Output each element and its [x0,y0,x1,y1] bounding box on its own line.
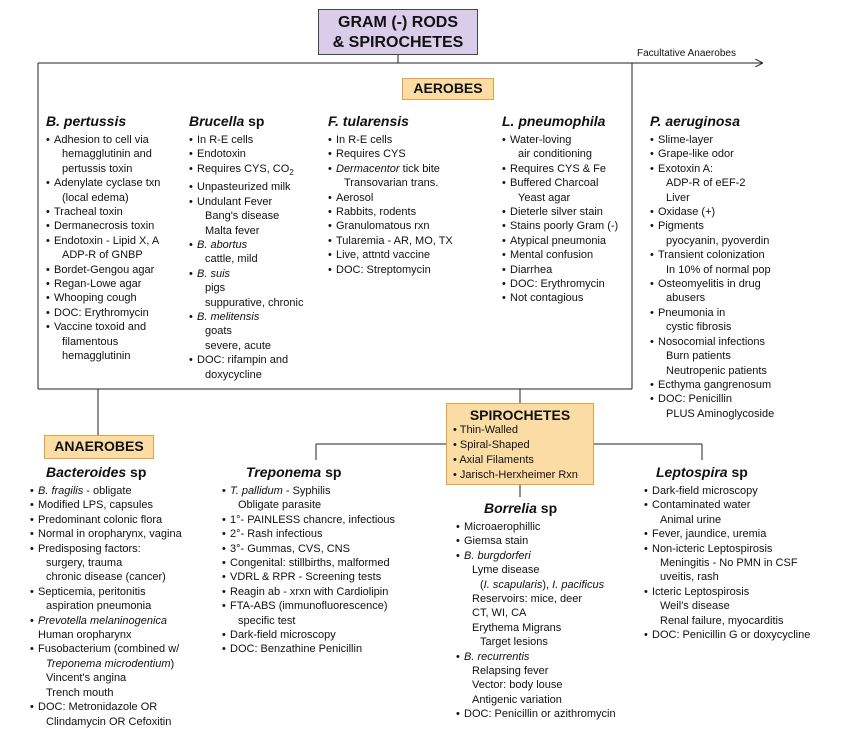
column-bacteroides [30,464,182,729]
list-item: • DOC: Streptomycin [328,263,453,277]
list-item: • Atypical pneumonia [502,234,618,248]
list-item: • Dermacentor tick bite Transovarian trans. [328,162,453,191]
spirochetes-heading: SPIROCHETES [469,407,571,423]
list-item: • Endotoxin [189,147,303,161]
column-p-aeruginosa [650,113,774,421]
list-item: • DOC: Penicillin PLUS Aminoglycoside [650,392,774,421]
l-pneumophila-heading: L. pneumophila [502,113,606,129]
list-item: • Congenital: stillbirths, malformed [222,556,395,570]
list-item: • B. suis pigs suppurative, chronic [189,267,303,310]
list-item: • Granulomatous rxn [328,219,453,233]
list-item: • Endotoxin - Lipid X, A ADP-R of GNBP [46,234,160,263]
list-item: • Nosocomial infections Burn patients Neutropenic patients [650,335,774,378]
list-item: • Dark-field microscopy [644,484,810,498]
list-item: • Whooping cough [46,291,160,305]
spirochetes-box [446,403,594,485]
list-item: • DOC: Metronidazole OR Clindamycin OR Cefoxitin [30,700,182,729]
list-item: • Dark-field microscopy [222,628,395,642]
list-item: • Adhesion to cell via hemagglutinin and pertussis toxin [46,133,160,176]
list-item: • Water-loving air conditioning [502,133,618,162]
list-item: • Buffered Charcoal Yeast agar [502,176,618,205]
list-item: • B. recurrentis Relapsing fever Vector: body louse Antigenic variation [456,650,616,708]
feature-jarisch-herxheimer: • Jarisch-Herxheimer Rxn [453,469,578,481]
list-item: • Tracheal toxin [46,205,160,219]
list-item: • Unpasteurized milk [189,180,303,194]
list-item: • Normal in oropharynx, vagina [30,527,182,541]
list-item: • Transient colonization In 10% of normal pop [650,248,774,277]
list-item: • Reagin ab - xrxn with Cardiolipin [222,585,395,599]
list-item: • Bordet-Gengou agar [46,263,160,277]
list-item: • Vaccine toxoid and filamentous hemagglutinin [46,320,160,363]
list-item: • Modified LPS, capsules [30,498,182,512]
leptospira-heading: Leptospira sp [656,464,748,480]
list-item: • Osteomyelitis in drug abusers [650,277,774,306]
borrelia-heading: Borrelia sp [484,500,558,516]
list-item: • 1°- PAINLESS chancre, infectious [222,513,395,527]
list-item: • Tularemia - AR, MO, TX [328,234,453,248]
column-treponema [222,464,395,657]
list-item: • Oxidase (+) [650,205,774,219]
column-b-pertussis [46,113,160,364]
list-item: • DOC: Benzathine Penicillin [222,642,395,656]
list-item: • Microaerophillic [456,520,616,534]
column-l-pneumophila [502,113,618,306]
list-item: • Slime-layer [650,133,774,147]
column-f-tularensis [328,113,453,277]
bacteroides-heading: Bacteroides sp [46,464,147,480]
facultative-anaerobes-label: Facultative Anaerobes [637,48,736,59]
list-item: • Stains poorly Gram (-) [502,219,618,233]
list-item: • VDRL & RPR - Screening tests [222,570,395,584]
list-item: • Non-icteric Leptospirosis Meningitis - No PMN in CSF uveitis, rash [644,542,810,585]
list-item: • Fever, jaundice, uremia [644,527,810,541]
list-item: • DOC: Penicillin G or doxycycline [644,628,810,642]
list-item: • Dermanecrosis toxin [46,219,160,233]
list-item: • Predisposing factors: surgery, trauma chronic disease (cancer) [30,542,182,585]
list-item: • Pneumonia in cystic fibrosis [650,306,774,335]
list-item: • Ecthyma gangrenosum [650,378,774,392]
list-item: • Requires CYS & Fe [502,162,618,176]
column-brucella [189,113,303,382]
list-item: • B. abortus cattle, mild [189,238,303,267]
feature-spiral-shaped: • Spiral-Shaped [453,439,530,451]
anaerobes-heading: ANAEROBES [44,435,154,459]
title-line-1: GRAM (-) RODS [338,14,458,31]
p-aeruginosa-heading: P. aeruginosa [650,113,741,129]
list-item: • DOC: Erythromycin [502,277,618,291]
list-item: • Adenylate cyclase txn (local edema) [46,176,160,205]
feature-thin-walled: • Thin-Walled [453,424,518,436]
list-item: • DOC: Penicillin or azithromycin [456,707,616,721]
page-title [318,9,478,55]
list-item: • Mental confusion [502,248,618,262]
treponema-heading: Treponema sp [246,464,342,480]
list-item: • Aerosol [328,191,453,205]
b-pertussis-heading: B. pertussis [46,113,127,129]
aerobes-heading: AEROBES [402,78,494,100]
list-item: • Grape-like odor [650,147,774,161]
list-item: • B. melitensis goats severe, acute [189,310,303,353]
column-borrelia [456,500,616,722]
title-line-2: & SPIROCHETES [332,34,464,51]
list-item: • DOC: Erythromycin [46,306,160,320]
list-item: • Contaminated water Animal urine [644,498,810,527]
list-item: • Giemsa stain [456,534,616,548]
list-item: • DOC: rifampin and doxycycline [189,353,303,382]
list-item: • Septicemia, peritonitis aspiration pneumonia [30,585,182,614]
list-item: • Rabbits, rodents [328,205,453,219]
list-item: • 2°- Rash infectious [222,527,395,541]
list-item: • B. burgdorferi Lyme disease (I. scapularis), I. pacificus Reservoirs: mice, deer CT, WI, CA Erythema Migrans Target lesions [456,549,616,650]
f-tularensis-heading: F. tularensis [328,113,409,129]
list-item: • Diarrhea [502,263,618,277]
brucella-heading: Brucella sp [189,113,265,129]
list-item: • Live, attntd vaccine [328,248,453,262]
list-item: • Dieterle silver stain [502,205,618,219]
list-item: • Undulant Fever Bang's disease Malta fever [189,195,303,238]
list-item: • In R-E cells [328,133,453,147]
list-item: • 3°- Gummas, CVS, CNS [222,542,395,556]
list-item: • Exotoxin A: ADP-R of eEF-2 Liver [650,162,774,205]
list-item: • Icteric Leptospirosis Weil's disease Renal failure, myocarditis [644,585,810,628]
column-leptospira [644,464,810,642]
list-item: • Pigments pyocyanin, pyoverdin [650,219,774,248]
feature-axial-filaments: • Axial Filaments [453,454,534,466]
list-item: • FTA-ABS (immunofluorescence) specific test [222,599,395,628]
list-item: • Prevotella melaninogenica Human oropharynx [30,614,182,643]
list-item: • Not contagious [502,291,618,305]
list-item: • T. pallidum - Syphilis Obligate parasite [222,484,395,513]
list-item: • B. fragilis - obligate [30,484,182,498]
list-item: • Requires CYS, $CO_2$ [189,162,303,181]
list-item: • In R-E cells [189,133,303,147]
list-item: • Fusobacterium (combined w/ Treponema microdentium) Vincent's angina Trench mouth [30,642,182,700]
list-item: • Regan-Lowe agar [46,277,160,291]
list-item: • Requires CYS [328,147,453,161]
list-item: • Predominant colonic flora [30,513,182,527]
